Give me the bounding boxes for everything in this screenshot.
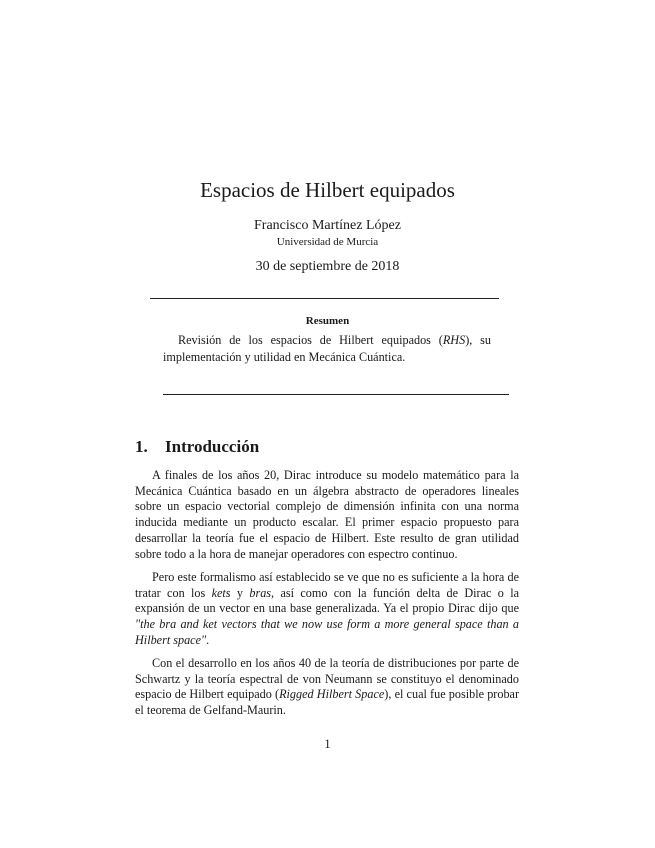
- section-title: Introducción: [165, 437, 260, 456]
- rigged-hilbert-term: Rigged Hilbert Space: [279, 687, 385, 702]
- page-number: 1: [324, 737, 331, 751]
- paper-title: Espacios de Hilbert equipados: [200, 178, 455, 202]
- section-heading: [135, 437, 259, 457]
- bras-term: bras: [249, 585, 272, 600]
- abstract-bottom-rule: [163, 394, 509, 395]
- abstract-rhs: RHS: [442, 333, 466, 347]
- kets-term: kets: [211, 585, 231, 600]
- paragraph-1: A finales de los años 20, Dirac introduce su modelo matemático para la Mecánica Cuántica basado en un álgebra abstracto de operadores lineales sobre un espacio vectorial complejo de dimensión infinita con una norma inducida mediante un producto escalar. El primer espacio propuesto para desarrollar la teoría fue el espacio de Hilbert. Este resulto de gran utilidad sobre todo a la hora de manejar operadores con espectro continuo.: [135, 468, 519, 561]
- author-affiliation: Universidad de Murcia: [276, 236, 379, 248]
- author-name: Francisco Martínez López: [254, 218, 401, 233]
- abstract-top-rule: [150, 298, 499, 299]
- paper-date: 30 de septiembre de 2018: [255, 259, 400, 274]
- abstract-heading: Resumen: [305, 315, 350, 327]
- dirac-quote: "the bra and ket vectors that we now use form a more general space than a Hilbert space": [135, 617, 519, 647]
- abstract-text: Revisión de los espacios de Hilbert equipados (RHS), su implementación y utilidad en Mecánica Cuántica.: [163, 333, 491, 364]
- paragraph-2: Pero este formalismo así establecido se ve que no es suficiente a la hora de tratar con los kets y bras, así como con la función delta de Dirac o la expansión de un vector en una base generalizada. Ya el propio Dirac dijo que "the bra and ket vectors that we now use form a more general space than a Hilbert space".: [135, 570, 520, 647]
- section-number: 1.: [135, 437, 148, 456]
- paragraph-3: Con el desarrollo en los años 40 de la teoría de distribuciones por parte de Schwartz y la teoría espectral de von Neumann se constituyo el denominado espacio de Hilbert equipado (Rigged Hilbert Space), el cual fue posible probar el teorema de Gelfand-Maurin.: [135, 656, 520, 718]
